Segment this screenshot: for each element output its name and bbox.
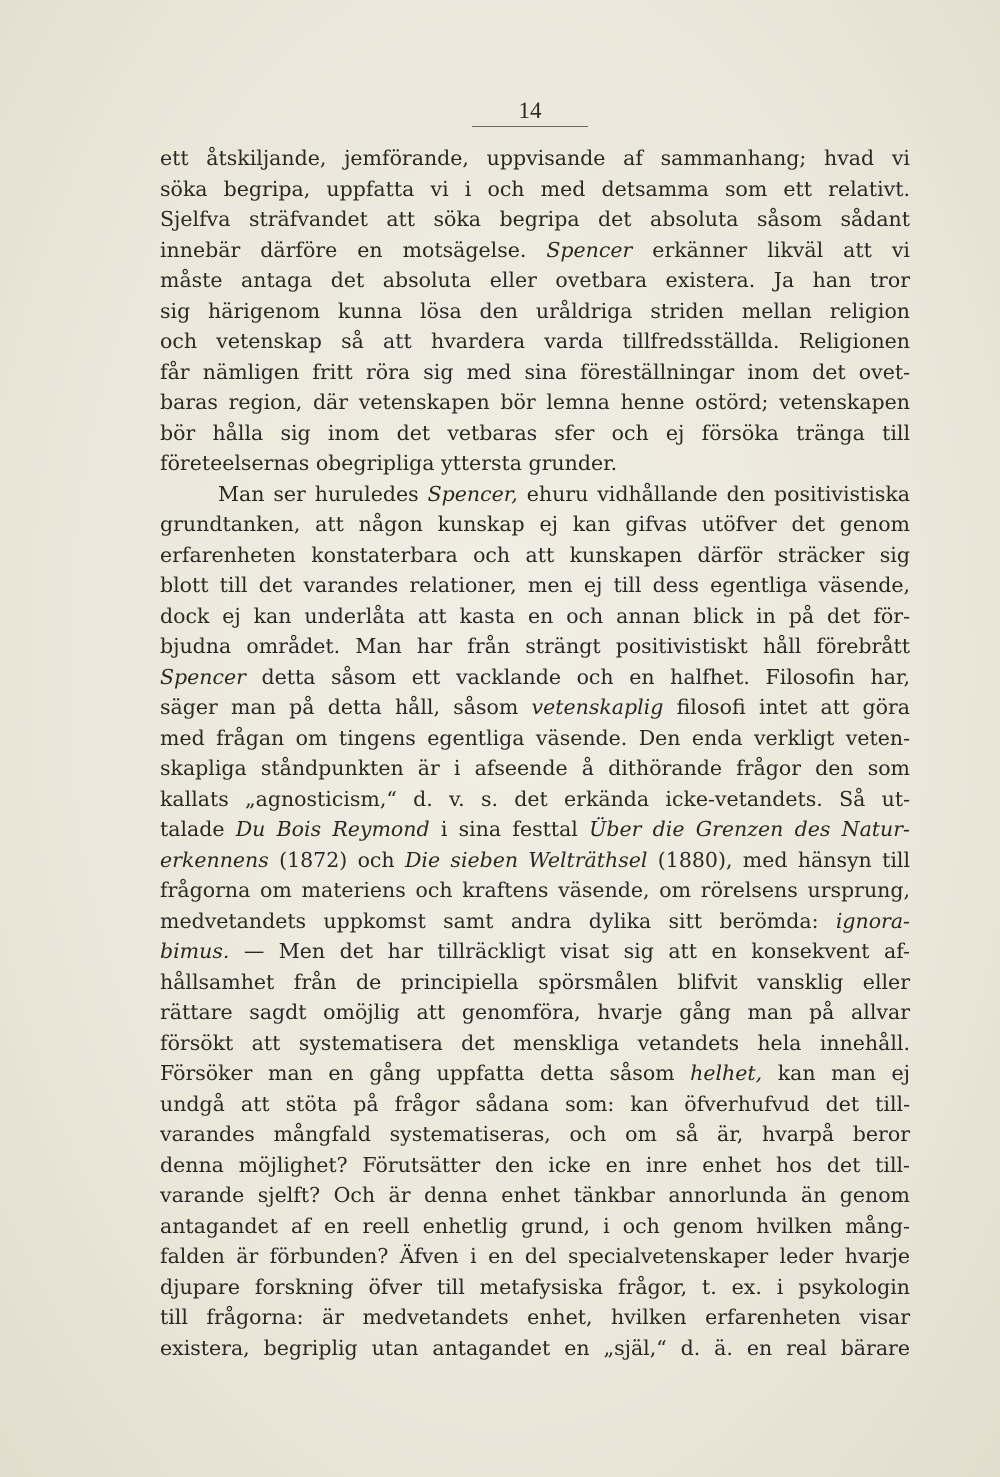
text-line [160, 204, 910, 235]
text-line [160, 1150, 910, 1181]
text-line [160, 784, 910, 815]
text-segment: Sjelfva sträfvandet att söka begripa det absoluta såsom sådant [160, 207, 910, 231]
italic-text: bimus. [160, 939, 230, 963]
text-segment: skapliga ståndpunkten är i afseende å dithörande frågor den som [160, 756, 910, 780]
italic-text: helhet, [690, 1061, 763, 1085]
text-segment: dock ej kan underlåta att kasta en och annan blick in på det för- [160, 603, 910, 628]
text-segment: med frågan om tingens egentliga väsende. Den enda verkligt veten- [160, 725, 910, 750]
text-line [160, 1058, 910, 1089]
text-segment: måste antaga det absoluta eller ovetbara existera. Ja han tror [160, 268, 910, 292]
text-line [160, 997, 910, 1028]
text-segment: medvetandets uppkomst samt andra dylika sitt berömda: [160, 908, 836, 933]
text-line [160, 540, 910, 571]
text-line [160, 662, 910, 693]
italic-text: Spencer, [427, 481, 518, 506]
text-line [160, 814, 910, 845]
text-line [160, 936, 910, 967]
text-segment: hållsamhet från de principiella spörsmålen blifvit vansklig eller [160, 969, 910, 994]
text-line [160, 448, 910, 479]
text-segment: baras region, där vetenskapen bör lemna henne ostörd; vetenskapen [160, 390, 910, 414]
text-segment: söka begripa, uppfatta vi i och med detsamma som ett relativt. [160, 176, 910, 201]
text-segment: bjudna området. Man har från strängt positivistiskt håll förebrått [160, 634, 910, 658]
italic-text: Spencer [160, 664, 246, 689]
text-segment: (1872) och [268, 847, 405, 872]
text-line [160, 875, 910, 906]
text-line [160, 1028, 910, 1059]
text-segment: ett åtskiljande, jemförande, uppvisande af sammanhang; hvad vi [160, 146, 910, 170]
text-line [160, 265, 910, 296]
text-segment: ehuru vidhållande den positivistiska [517, 481, 910, 506]
text-segment: Man ser huruledes [218, 481, 428, 506]
text-segment: erfarenheten konstaterbara och att kunskapen därför sträcker sig [160, 542, 910, 567]
text-segment: i sina festtal [429, 817, 590, 841]
text-line [160, 906, 910, 937]
text-segment: erkänner likväl att vi [632, 237, 910, 262]
header-rule [472, 126, 588, 127]
text-segment: frågorna om materiens och kraftens väsende, om rörelsens ursprung, [160, 878, 910, 902]
text-line [160, 753, 910, 784]
italic-text: erkennens [160, 847, 269, 872]
text-line [160, 1272, 910, 1303]
text-line [160, 235, 910, 266]
page-number: 14 [518, 98, 542, 123]
text-segment: försökt att systematisera det menskliga vetandets hela innehåll. [160, 1030, 910, 1055]
text-line [160, 1333, 910, 1364]
text-segment: falden är förbunden? Äfven i en del specialvetenskaper leder hvarje [160, 1244, 910, 1268]
body-text [160, 143, 910, 1363]
text-segment: säger man på detta håll, såsom [160, 695, 532, 719]
text-line [160, 479, 910, 510]
text-line [160, 601, 910, 632]
text-line [160, 723, 910, 754]
text-line [160, 631, 910, 662]
text-segment: grundtanken, att någon kunskap ej kan gifvas utöfver det genom [160, 512, 910, 536]
text-segment: till frågorna: är medvetandets enhet, hvilken erfarenheten visar [160, 1305, 910, 1329]
text-line [160, 509, 910, 540]
text-segment: (1880), med hänsyn till [647, 847, 911, 872]
text-segment: denna möjlighet? Förutsätter den icke en inre enhet hos det till- [160, 1152, 910, 1177]
italic-text: Du Bois Reymond [235, 817, 430, 841]
italic-text: Die sieben Welträthsel [404, 847, 648, 872]
text-segment: bör hålla sig inom det vetbaras sfer och ej försöka tränga till [160, 420, 910, 445]
text-segment: innebär därföre en motsägelse. [160, 237, 547, 262]
text-line [160, 570, 910, 601]
text-line [160, 1302, 910, 1333]
text-segment: varande sjelft? Och är denna enhet tänkbar annorlunda än genom [160, 1183, 910, 1207]
text-line [160, 1119, 910, 1150]
text-line [160, 967, 910, 998]
text-segment: sig härigenom kunna lösa den uråldriga striden mellan religion [160, 298, 910, 323]
text-segment: rättare sagdt omöjlig att genomföra, hvarje gång man på allvar [160, 1000, 910, 1024]
text-line [160, 1211, 910, 1242]
text-segment: får nämligen fritt röra sig med sina föreställningar inom det ovet- [160, 359, 910, 384]
text-segment: filosofi intet att göra [663, 695, 910, 719]
text-segment: Försöker man en gång uppfatta detta såsom [160, 1061, 691, 1085]
italic-text: Spencer [546, 237, 633, 262]
text-segment: blott till det varandes relationer, men ej till dess egentliga väsende, [160, 573, 910, 597]
text-segment: kan man ej [762, 1061, 910, 1085]
text-segment: och vetenskap så att hvardera varda tillfredsställda. Religionen [160, 329, 910, 353]
text-segment: kallats „agnosticism,“ d. v. s. det erkända icke-vetandets. Så ut- [160, 786, 910, 811]
text-segment: detta såsom ett vacklande och en halfhet. Filosofin har, [245, 664, 910, 689]
text-line [160, 1180, 910, 1211]
text-segment: undgå att stöta på frågor sådana som: kan öfverhufvud det till- [160, 1091, 910, 1116]
italic-text: vetenskaplig [531, 695, 664, 719]
text-segment: företeelsernas obegripliga yttersta grunder. [160, 451, 618, 475]
text-line [160, 845, 910, 876]
text-line [160, 143, 910, 174]
text-line [160, 1089, 910, 1120]
text-segment: varandes mångfald systematiseras, och om så är, hvarpå beror [160, 1122, 910, 1146]
text-line [160, 174, 910, 205]
text-segment: djupare forskning öfver till metafysiska frågor, t. ex. i psykologin [160, 1274, 910, 1299]
italic-text: Über die Grenzen des Natur- [589, 817, 910, 841]
text-segment: antagandet af en reell enhetlig grund, i och genom hvilken mång- [160, 1213, 910, 1238]
text-segment: talade [160, 817, 236, 841]
text-line [160, 326, 910, 357]
text-segment: existera, begriplig utan antagandet en „själ,“ d. ä. en real bärare [160, 1335, 910, 1360]
text-line [160, 418, 910, 449]
text-line [160, 296, 910, 327]
text-line [160, 357, 910, 388]
italic-text: ignora- [835, 908, 910, 933]
text-line [160, 692, 910, 723]
text-line [160, 387, 910, 418]
text-segment: — Men det har tillräckligt visat sig att en konsekvent af- [229, 939, 910, 963]
text-line [160, 1241, 910, 1272]
